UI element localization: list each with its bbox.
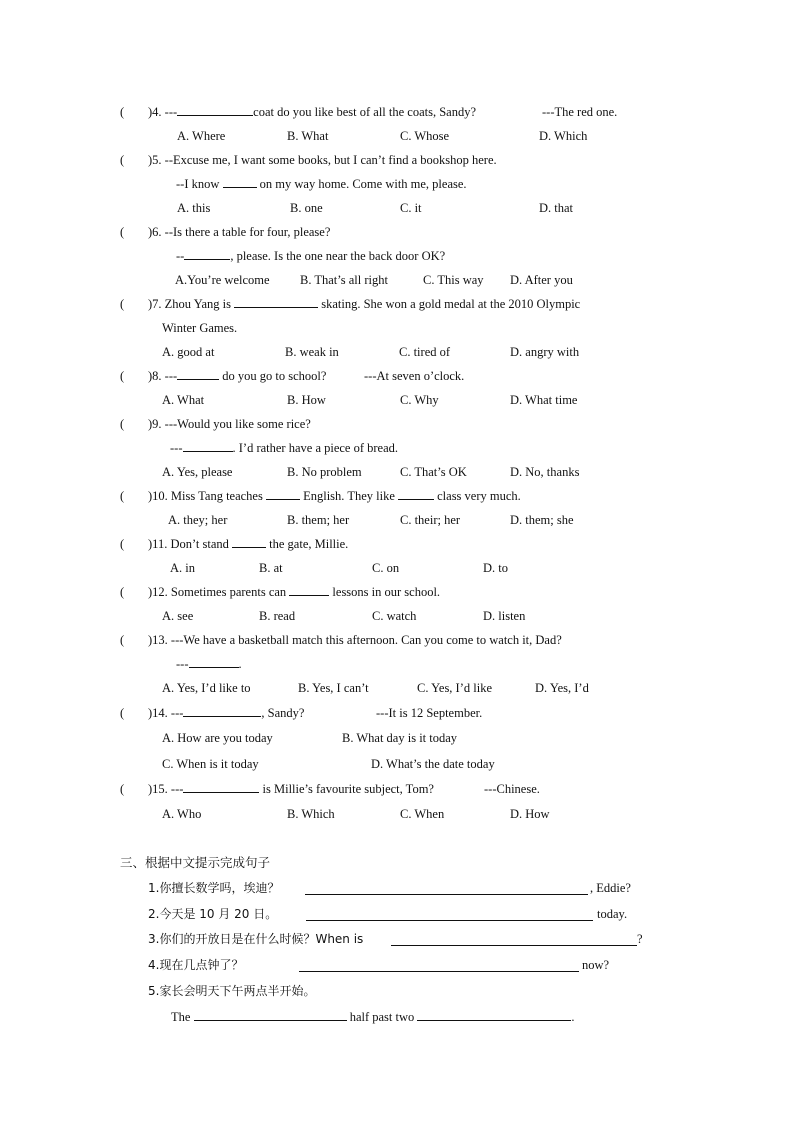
section-3-title: 三、根据中文提示完成句子 [120,855,271,870]
q10-option-d: D. them; she [510,513,574,527]
translation-item-3: 3.你们的开放日是在什么时候？When is [148,932,364,946]
translation-5-pre: The [171,1010,191,1024]
q11-post: the gate, Millie. [269,537,349,551]
translation-end-2: today. [597,907,628,921]
q10-option-a: A. they; her [168,513,228,527]
translation-item-5: 5.家长会明天下午两点半开始。 [148,984,316,998]
q9-option-d: D. No, thanks [510,465,580,479]
q11-pre: )11. Don’t stand [148,537,229,551]
q10-blank-1 [266,488,300,500]
translation-end-4: now? [582,958,610,972]
translation-blank-1 [305,883,588,895]
q12-pre: )12. Sometimes parents can [148,585,287,599]
translation-blank-3 [391,934,637,946]
answer-bracket: ( [120,537,125,551]
q6-option-d: D. After you [510,273,573,287]
question-5: )5. --Excuse me, I want some books, but I can’t find a bookshop here. [148,153,497,167]
q4-text: coat do you like best of all the coats, Sandy? [253,105,477,119]
q14-option-d: D. What’s the date today [371,757,495,771]
q10-pre: )10. Miss Tang teaches [148,489,263,503]
q8-option-d: D. What time [510,393,578,407]
q4-answer: ---The red one. [542,105,618,119]
question-9: )9. ---Would you like some rice? [148,417,311,431]
answer-bracket: ( [120,297,125,311]
question-13: )13. ---We have a basketball match this afternoon. Can you come to watch it, Dad? [148,633,562,647]
q8-blank [177,368,219,380]
q5-option-c: C. it [400,201,422,215]
q12-post: lessons in our school. [332,585,441,599]
translation-end-1: , Eddie? [590,881,631,895]
question-14 [148,705,304,721]
q14-post: , Sandy? [261,706,305,720]
q14-pre: )14. --- [148,706,184,720]
q15-option-b: B. Which [287,807,335,821]
answer-bracket: ( [120,105,125,119]
q9-option-a: A. Yes, please [162,465,233,479]
q5-option-d: D. that [539,201,574,215]
q5-option-b: B. one [290,201,323,215]
q15-answer: ---Chinese. [484,782,540,796]
question-8 [148,368,326,384]
question-6: )6. --Is there a table for four, please? [148,225,331,239]
translation-blank-5a [194,1009,347,1021]
q5-blank [223,176,257,188]
q8-option-a: A. What [162,393,205,407]
q12-option-d: D. listen [483,609,526,623]
q13-response-pre: --- [176,657,189,671]
q10-mid: English. They like [303,489,395,503]
q10-blank-2 [398,488,434,500]
q12-option-b: B. read [259,609,296,623]
translation-blank-4 [299,960,579,972]
q8-option-b: B. How [287,393,326,407]
q15-option-a: A. Who [162,807,202,821]
q9-blank [183,440,233,452]
answer-bracket: ( [120,153,125,167]
q4-option-a: A. Where [177,129,226,143]
q10-option-c: C. their; her [400,513,461,527]
q4-option-d: D. Which [539,129,588,143]
q13-response-post: . [238,657,242,671]
q4-blank [177,104,253,116]
q6-response [176,248,445,264]
q15-post: is Millie’s favourite subject, Tom? [262,782,434,796]
q8-pre: )8. --- [148,369,178,383]
q5-option-a: A. this [177,201,211,215]
q7-option-d: D. angry with [510,345,580,359]
q13-option-a: A. Yes, I’d like to [162,681,251,695]
q10-option-b: B. them; her [287,513,350,527]
translation-5-end: . [571,1010,575,1024]
q11-option-c: C. on [372,561,400,575]
translation-item-4: 4.现在几点钟了？ [148,958,244,972]
q9-response-post: . I’d rather have a piece of bread. [232,441,399,455]
question-4 [148,104,476,120]
q15-option-c: C. When [400,807,445,821]
q5-response [176,176,467,192]
q14-option-a: A. How are you today [162,731,273,745]
q5-response-pre: --I know [176,177,220,191]
q5-response-post: on my way home. Come with me, please. [259,177,467,191]
q8-post: do you go to school? [222,369,327,383]
q7-continuation: Winter Games. [162,321,238,335]
answer-bracket: ( [120,782,125,796]
q8-answer: ---At seven o’clock. [364,369,465,383]
q6-blank [184,248,230,260]
q14-blank [183,705,261,717]
q7-option-c: C. tired of [399,345,451,359]
q11-option-a: A. in [170,561,195,575]
translation-blank-2 [306,909,593,921]
question-12 [148,584,440,600]
q6-option-c: C. This way [423,273,484,287]
q14-option-b: B. What day is it today [342,731,458,745]
q11-option-d: D. to [483,561,508,575]
answer-bracket: ( [120,417,125,431]
q14-option-c: C. When is it today [162,757,259,771]
q9-response-pre: --- [170,441,183,455]
q11-option-b: B. at [259,561,283,575]
q11-blank [232,536,266,548]
answer-bracket: ( [120,489,125,503]
q12-option-c: C. watch [372,609,417,623]
translation-blank-5b [417,1009,571,1021]
q4-prefix: )4. --- [148,105,178,119]
q7-pre: )7. Zhou Yang is [148,297,231,311]
q12-blank [289,584,329,596]
translation-5-answer [171,1009,575,1025]
q15-pre: )15. --- [148,782,184,796]
translation-item-2: 2.今天是 10 月 20 日。 [148,907,278,921]
answer-bracket: ( [120,225,125,239]
translation-item-1: 1.你擅长数学吗，埃迪？ [148,881,280,895]
q7-post: skating. She won a gold medal at the 2010 Olympic [321,297,581,311]
q13-option-b: B. Yes, I can’t [298,681,369,695]
question-11 [148,536,348,552]
question-15 [148,781,434,797]
q15-blank [183,781,259,793]
q9-response [170,440,398,456]
q12-option-a: A. see [162,609,194,623]
q15-option-d: D. How [510,807,550,821]
question-10 [148,488,521,504]
question-7 [148,296,580,312]
q6-option-b: B. That’s all right [300,273,388,287]
q7-blank [234,296,318,308]
answer-bracket: ( [120,706,125,720]
q6-response-post: , please. Is the one near the back door OK? [230,249,446,263]
q9-option-c: C. That’s OK [400,465,467,479]
answer-bracket: ( [120,585,125,599]
q7-option-a: A. good at [162,345,215,359]
q4-option-c: C. Whose [400,129,450,143]
q9-option-b: B. No problem [287,465,362,479]
translation-5-mid: half past two [349,1010,415,1024]
q13-option-d: D. Yes, I’d [535,681,589,695]
q10-post: class very much. [437,489,521,503]
q14-answer: ---It is 12 September. [376,706,483,720]
q6-response-pre: -- [176,249,185,263]
answer-bracket: ( [120,369,125,383]
q4-option-b: B. What [287,129,329,143]
q8-option-c: C. Why [400,393,439,407]
q7-option-b: B. weak in [285,345,339,359]
q6-option-a: A.You’re welcome [175,273,270,287]
q13-response [176,656,242,672]
translation-end-3: ? [637,932,643,946]
q13-blank [189,656,239,668]
answer-bracket: ( [120,633,125,647]
q13-option-c: C. Yes, I’d like [417,681,493,695]
